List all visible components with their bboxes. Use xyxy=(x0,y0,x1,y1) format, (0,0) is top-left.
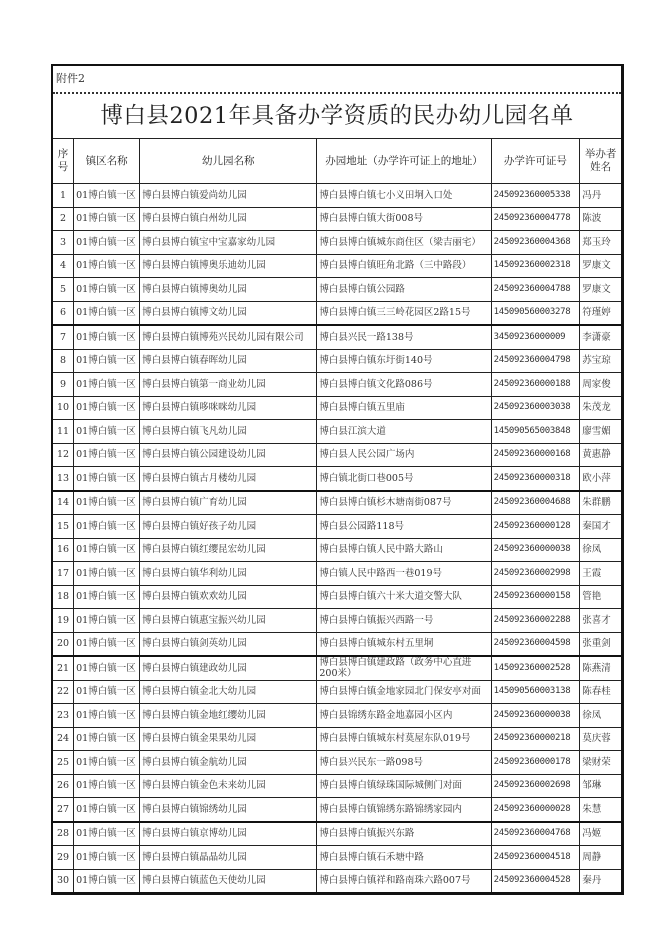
table-row xyxy=(53,373,621,397)
address-cell: 博白县博白镇振兴西路一号 xyxy=(317,609,491,633)
address-cell: 博白县博白镇祥和路南珠六路007号 xyxy=(317,869,491,892)
district-cell: 01博白镇一区 xyxy=(74,373,140,397)
address-cell: 博白镇北街口巷005号 xyxy=(317,467,491,491)
kindergarten-name-cell: 博白县博白镇哆咪咪幼儿园 xyxy=(140,396,317,420)
seq-cell: 26 xyxy=(53,774,74,798)
district-cell: 01博白镇一区 xyxy=(74,704,140,728)
address-cell: 博白镇人民中路西一巷019号 xyxy=(317,562,491,586)
seq-cell: 27 xyxy=(53,798,74,822)
organizer-cell: 欧小萍 xyxy=(580,467,621,491)
table-row xyxy=(53,349,621,373)
seq-cell: 9 xyxy=(53,373,74,397)
district-cell: 01博白镇一区 xyxy=(74,562,140,586)
district-cell: 01博白镇一区 xyxy=(74,727,140,751)
organizer-cell: 廖雪媚 xyxy=(580,420,621,444)
license-number-cell: 34509236000009 xyxy=(491,325,580,349)
license-number-cell: 245092360003038 xyxy=(491,396,580,420)
address-cell: 博白县博白镇金地家园北门保安亭对面 xyxy=(317,680,491,704)
kindergarten-name-cell: 博白县博白镇春晖幼儿园 xyxy=(140,349,317,373)
address-cell: 博白县江滨大道 xyxy=(317,420,491,444)
license-number-cell: 245092360002698 xyxy=(491,774,580,798)
license-number-cell: 245092360000178 xyxy=(491,751,580,775)
table-row xyxy=(53,278,621,302)
organizer-cell: 邹琳 xyxy=(580,774,621,798)
seq-cell: 1 xyxy=(53,184,74,208)
address-cell: 博白县博白镇旺角北路（三中路段） xyxy=(317,254,491,278)
kindergarten-name-cell: 博白县博白镇好孩子幼儿园 xyxy=(140,515,317,539)
table-row xyxy=(53,751,621,775)
district-cell: 01博白镇一区 xyxy=(74,680,140,704)
kindergarten-name-cell: 博白县博白镇广育幼儿园 xyxy=(140,491,317,515)
district-cell: 01博白镇一区 xyxy=(74,751,140,775)
organizer-cell: 罗康文 xyxy=(580,278,621,302)
seq-cell: 23 xyxy=(53,704,74,728)
kindergarten-name-cell: 博白县博白镇博奥幼儿园 xyxy=(140,278,317,302)
license-number-cell: 245092360000168 xyxy=(491,443,580,467)
kindergarten-name-cell: 博白县博白镇京博幼儿园 xyxy=(140,822,317,846)
kindergarten-name-cell: 博白县博白镇剑英幼儿园 xyxy=(140,632,317,656)
license-number-cell: 245092360004598 xyxy=(491,632,580,656)
organizer-cell: 张重剑 xyxy=(580,632,621,656)
district-cell: 01博白镇一区 xyxy=(74,656,140,680)
seq-cell: 30 xyxy=(53,869,74,892)
license-number-cell: 245092360004528 xyxy=(491,869,580,892)
organizer-cell: 管艳 xyxy=(580,585,621,609)
header-kindergarten-name: 幼儿园名称 xyxy=(140,139,317,184)
district-cell: 01博白镇一区 xyxy=(74,585,140,609)
district-cell: 01博白镇一区 xyxy=(74,231,140,255)
kindergarten-name-cell: 博白县博白镇宝中宝嘉家幼儿园 xyxy=(140,231,317,255)
table-row xyxy=(53,562,621,586)
kindergarten-name-cell: 博白县博白镇欢欢幼儿园 xyxy=(140,585,317,609)
address-cell: 博白县博白镇七小义田垌入口处 xyxy=(317,184,491,208)
seq-cell: 14 xyxy=(53,491,74,515)
license-number-cell: 245092360004788 xyxy=(491,278,580,302)
kindergarten-name-cell: 博白县博白镇锦绣幼儿园 xyxy=(140,798,317,822)
attachment-label: 附件2 xyxy=(53,66,621,94)
address-cell: 博白县博白镇杉木塘南街087号 xyxy=(317,491,491,515)
seq-cell: 19 xyxy=(53,609,74,633)
seq-cell: 28 xyxy=(53,822,74,846)
address-cell: 博白县博白镇人民中路大路山 xyxy=(317,538,491,562)
address-cell: 博白县公园路118号 xyxy=(317,515,491,539)
address-cell: 博白县锦绣东路金地嘉园小区内 xyxy=(317,704,491,728)
district-cell: 01博白镇一区 xyxy=(74,420,140,444)
license-number-cell: 245092360000218 xyxy=(491,727,580,751)
address-cell: 博白县博白镇石禾塘中路 xyxy=(317,846,491,870)
kindergarten-name-cell: 博白县博白镇金北大幼儿园 xyxy=(140,680,317,704)
address-cell: 博白县博白镇大街008号 xyxy=(317,207,491,231)
district-cell: 01博白镇一区 xyxy=(74,491,140,515)
seq-cell: 2 xyxy=(53,207,74,231)
district-cell: 01博白镇一区 xyxy=(74,822,140,846)
organizer-cell: 罗康文 xyxy=(580,254,621,278)
organizer-cell: 苏宝琼 xyxy=(580,349,621,373)
seq-cell: 15 xyxy=(53,515,74,539)
address-cell: 博白县博白镇城东商住区（梁吉丽宅） xyxy=(317,231,491,255)
license-number-cell: 245092360000188 xyxy=(491,373,580,397)
table-row xyxy=(53,609,621,633)
seq-cell: 13 xyxy=(53,467,74,491)
organizer-cell: 张喜才 xyxy=(580,609,621,633)
license-number-cell: 245092360004778 xyxy=(491,207,580,231)
license-number-cell: 245092360002288 xyxy=(491,609,580,633)
table-row xyxy=(53,207,621,231)
address-cell: 博白县人民公园广场内 xyxy=(317,443,491,467)
organizer-cell: 周静 xyxy=(580,846,621,870)
kindergarten-name-cell: 博白县博白镇红缨昆宏幼儿园 xyxy=(140,538,317,562)
district-cell: 01博白镇一区 xyxy=(74,467,140,491)
district-cell: 01博白镇一区 xyxy=(74,609,140,633)
table-row xyxy=(53,656,621,680)
organizer-cell: 秦丹 xyxy=(580,869,621,892)
seq-cell: 21 xyxy=(53,656,74,680)
seq-cell: 29 xyxy=(53,846,74,870)
table-row xyxy=(53,231,621,255)
seq-cell: 16 xyxy=(53,538,74,562)
license-number-cell: 145092360002318 xyxy=(491,254,580,278)
seq-cell: 25 xyxy=(53,751,74,775)
table-row xyxy=(53,467,621,491)
kindergarten-name-cell: 博白县博白镇古月楼幼儿园 xyxy=(140,467,317,491)
district-cell: 01博白镇一区 xyxy=(74,207,140,231)
table-row xyxy=(53,727,621,751)
license-number-cell: 145090565003848 xyxy=(491,420,580,444)
kindergarten-list-sheet xyxy=(51,64,624,895)
address-cell: 博白县博白镇三三岭花园区2路15号 xyxy=(317,301,491,325)
license-number-cell: 245092360000158 xyxy=(491,585,580,609)
table-row xyxy=(53,774,621,798)
license-number-cell: 245092360000028 xyxy=(491,798,580,822)
header-organizer: 举办者姓名 xyxy=(580,139,621,184)
license-number-cell: 245092360004688 xyxy=(491,491,580,515)
license-number-cell: 245092360004368 xyxy=(491,231,580,255)
organizer-cell: 陈波 xyxy=(580,207,621,231)
kindergarten-name-cell: 博白县博白镇建政幼儿园 xyxy=(140,656,317,680)
license-number-cell: 145090560003138 xyxy=(491,680,580,704)
organizer-cell: 郑玉玲 xyxy=(580,231,621,255)
table-row xyxy=(53,822,621,846)
address-cell: 博白县博白镇锦绣东路锦绣家园内 xyxy=(317,798,491,822)
organizer-cell: 梁财荣 xyxy=(580,751,621,775)
license-number-cell: 245092360004518 xyxy=(491,846,580,870)
organizer-cell: 秦国才 xyxy=(580,515,621,539)
license-number-cell: 245092360000038 xyxy=(491,538,580,562)
kindergarten-name-cell: 博白县博白镇蓝色天使幼儿园 xyxy=(140,869,317,892)
district-cell: 01博白镇一区 xyxy=(74,301,140,325)
seq-cell: 4 xyxy=(53,254,74,278)
seq-cell: 3 xyxy=(53,231,74,255)
organizer-cell: 朱慧 xyxy=(580,798,621,822)
organizer-cell: 朱茂龙 xyxy=(580,396,621,420)
kindergarten-name-cell: 博白县博白镇晶晶幼儿园 xyxy=(140,846,317,870)
seq-cell: 8 xyxy=(53,349,74,373)
kindergarten-name-cell: 博白县博白镇飞凡幼儿园 xyxy=(140,420,317,444)
kindergarten-name-cell: 博白县博白镇白州幼儿园 xyxy=(140,207,317,231)
address-cell: 博白县博白镇文化路086号 xyxy=(317,373,491,397)
organizer-cell: 徐凤 xyxy=(580,538,621,562)
license-number-cell: 245092360000318 xyxy=(491,467,580,491)
district-cell: 01博白镇一区 xyxy=(74,184,140,208)
seq-cell: 7 xyxy=(53,325,74,349)
address-cell: 博白县博白镇城东村五里垌 xyxy=(317,632,491,656)
organizer-cell: 冯丹 xyxy=(580,184,621,208)
seq-cell: 5 xyxy=(53,278,74,302)
license-number-cell: 245092360000038 xyxy=(491,704,580,728)
table-row xyxy=(53,538,621,562)
table-row xyxy=(53,680,621,704)
organizer-cell: 徐凤 xyxy=(580,704,621,728)
document-title: 博白县2021年具备办学资质的民办幼儿园名单 xyxy=(53,94,621,139)
kindergarten-name-cell: 博白县博白镇博苑兴民幼儿园有限公司 xyxy=(140,325,317,349)
organizer-cell: 陈燕清 xyxy=(580,656,621,680)
seq-cell: 12 xyxy=(53,443,74,467)
license-number-cell: 145090560003278 xyxy=(491,301,580,325)
kindergarten-table xyxy=(53,139,621,892)
kindergarten-name-cell: 博白县博白镇金色未来幼儿园 xyxy=(140,774,317,798)
address-cell: 博白县博白镇绿珠国际城侧门对面 xyxy=(317,774,491,798)
organizer-cell: 王霞 xyxy=(580,562,621,586)
district-cell: 01博白镇一区 xyxy=(74,278,140,302)
district-cell: 01博白镇一区 xyxy=(74,869,140,892)
table-row xyxy=(53,301,621,325)
address-cell: 博白县博白镇东圩街140号 xyxy=(317,349,491,373)
license-number-cell: 245092360004798 xyxy=(491,349,580,373)
license-number-cell: 245092360005338 xyxy=(491,184,580,208)
table-row xyxy=(53,704,621,728)
address-cell: 博白县兴民一路138号 xyxy=(317,325,491,349)
seq-cell: 18 xyxy=(53,585,74,609)
seq-cell: 24 xyxy=(53,727,74,751)
organizer-cell: 李潇豪 xyxy=(580,325,621,349)
kindergarten-name-cell: 博白县博白镇第一商业幼儿园 xyxy=(140,373,317,397)
address-cell: 博白县博白镇六十米大道交警大队 xyxy=(317,585,491,609)
district-cell: 01博白镇一区 xyxy=(74,349,140,373)
address-cell: 博白县博白镇振兴东路 xyxy=(317,822,491,846)
address-cell: 博白县博白镇公园路 xyxy=(317,278,491,302)
table-row xyxy=(53,869,621,892)
district-cell: 01博白镇一区 xyxy=(74,774,140,798)
organizer-cell: 冯姬 xyxy=(580,822,621,846)
organizer-cell: 朱群鹏 xyxy=(580,491,621,515)
district-cell: 01博白镇一区 xyxy=(74,632,140,656)
table-row xyxy=(53,420,621,444)
seq-cell: 20 xyxy=(53,632,74,656)
kindergarten-name-cell: 博白县博白镇华利幼儿园 xyxy=(140,562,317,586)
organizer-cell: 陈春桂 xyxy=(580,680,621,704)
kindergarten-name-cell: 博白县博白镇公园建设幼儿园 xyxy=(140,443,317,467)
address-cell: 博白县博白镇五里庙 xyxy=(317,396,491,420)
table-row xyxy=(53,443,621,467)
table-row xyxy=(53,798,621,822)
table-row xyxy=(53,632,621,656)
organizer-cell: 黄惠静 xyxy=(580,443,621,467)
seq-cell: 10 xyxy=(53,396,74,420)
district-cell: 01博白镇一区 xyxy=(74,443,140,467)
seq-cell: 22 xyxy=(53,680,74,704)
header-license-number: 办学许可证号 xyxy=(491,139,580,184)
district-cell: 01博白镇一区 xyxy=(74,325,140,349)
district-cell: 01博白镇一区 xyxy=(74,846,140,870)
organizer-cell: 符瑾婷 xyxy=(580,301,621,325)
district-cell: 01博白镇一区 xyxy=(74,515,140,539)
table-row xyxy=(53,585,621,609)
license-number-cell: 145092360002528 xyxy=(491,656,580,680)
header-address: 办园地址（办学许可证上的地址） xyxy=(317,139,491,184)
organizer-cell: 莫庆蓉 xyxy=(580,727,621,751)
header-seq: 序号 xyxy=(53,139,74,184)
district-cell: 01博白镇一区 xyxy=(74,396,140,420)
seq-cell: 6 xyxy=(53,301,74,325)
seq-cell: 17 xyxy=(53,562,74,586)
license-number-cell: 245092360004768 xyxy=(491,822,580,846)
kindergarten-name-cell: 博白县博白镇博文幼儿园 xyxy=(140,301,317,325)
address-cell: 博白县兴民东一路098号 xyxy=(317,751,491,775)
table-row xyxy=(53,184,621,208)
address-cell: 博白县博白镇建政路（政务中心直进200米） xyxy=(317,656,491,680)
table-row xyxy=(53,491,621,515)
table-row xyxy=(53,254,621,278)
kindergarten-name-cell: 博白县博白镇爱尚幼儿园 xyxy=(140,184,317,208)
kindergarten-name-cell: 博白县博白镇金地红缨幼儿园 xyxy=(140,704,317,728)
table-row xyxy=(53,846,621,870)
header-district: 镇区名称 xyxy=(74,139,140,184)
address-cell: 博白县博白镇城东村莫屋东队019号 xyxy=(317,727,491,751)
kindergarten-name-cell: 博白县博白镇惠宝振兴幼儿园 xyxy=(140,609,317,633)
district-cell: 01博白镇一区 xyxy=(74,798,140,822)
organizer-cell: 周家俊 xyxy=(580,373,621,397)
table-header-row xyxy=(53,139,621,184)
district-cell: 01博白镇一区 xyxy=(74,254,140,278)
kindergarten-name-cell: 博白县博白镇博奥乐迪幼儿园 xyxy=(140,254,317,278)
table-row xyxy=(53,515,621,539)
seq-cell: 11 xyxy=(53,420,74,444)
license-number-cell: 245092360000128 xyxy=(491,515,580,539)
license-number-cell: 245092360002998 xyxy=(491,562,580,586)
kindergarten-name-cell: 博白县博白镇金果果幼儿园 xyxy=(140,727,317,751)
district-cell: 01博白镇一区 xyxy=(74,538,140,562)
table-row xyxy=(53,396,621,420)
table-row xyxy=(53,325,621,349)
kindergarten-name-cell: 博白县博白镇金航幼儿园 xyxy=(140,751,317,775)
